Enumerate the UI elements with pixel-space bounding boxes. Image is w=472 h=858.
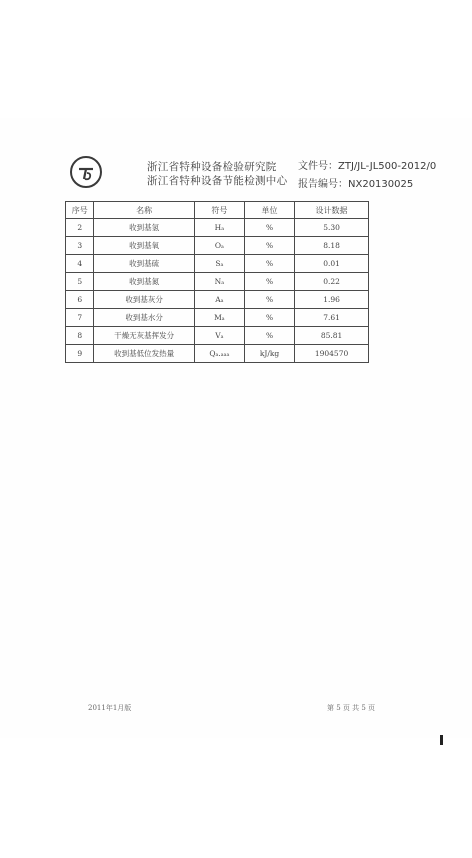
institute-name xyxy=(147,160,287,188)
table-row xyxy=(66,255,369,273)
cell-unit: % xyxy=(244,291,294,309)
cell-unit: % xyxy=(244,309,294,327)
header-unit: 单位 xyxy=(244,202,294,219)
cell-name: 干燥无灰基挥发分 xyxy=(94,327,194,345)
cell-unit: kJ/kg xyxy=(244,345,294,363)
cell-symbol: Sₐ xyxy=(194,255,244,273)
cell-value: 5.30 xyxy=(295,219,369,237)
table-row xyxy=(66,309,369,327)
file-number-row xyxy=(298,158,436,176)
cell-unit: % xyxy=(244,327,294,345)
cell-no: 5 xyxy=(66,273,94,291)
cell-value: 8.18 xyxy=(295,237,369,255)
cell-symbol: Mₐ xyxy=(194,309,244,327)
cell-symbol: Qₐ.ₐₐₐ xyxy=(194,345,244,363)
cell-no: 4 xyxy=(66,255,94,273)
cell-name: 收到基氮 xyxy=(94,273,194,291)
scan-edge-mark xyxy=(440,735,443,745)
cell-name: 收到基硫 xyxy=(94,255,194,273)
cell-no: 2 xyxy=(66,219,94,237)
institute-name-line2: 浙江省特种设备节能检测中心 xyxy=(147,175,288,187)
report-number-label: 报告编号： xyxy=(298,179,348,190)
file-number-label: 文件号： xyxy=(298,161,338,172)
header-no: 序号 xyxy=(66,202,94,219)
table-row xyxy=(66,273,369,291)
cell-value: 85.81 xyxy=(295,327,369,345)
cell-unit: % xyxy=(244,219,294,237)
cell-name: 收到基氢 xyxy=(94,219,194,237)
cell-value: 1.96 xyxy=(295,291,369,309)
report-number: NX20130025 xyxy=(348,179,414,190)
cell-symbol: Oₐ xyxy=(194,237,244,255)
cell-value: 7.61 xyxy=(295,309,369,327)
cell-unit: % xyxy=(244,255,294,273)
table-row xyxy=(66,291,369,309)
report-header xyxy=(62,150,442,195)
cell-no: 3 xyxy=(66,237,94,255)
report-number-row xyxy=(298,176,436,194)
cell-no: 9 xyxy=(66,345,94,363)
institute-logo-icon xyxy=(70,156,102,188)
table-row xyxy=(66,237,369,255)
cell-symbol: Vₐ xyxy=(194,327,244,345)
file-number: ZTJ/JL-JL500-2012/0 xyxy=(338,161,437,172)
footer-page-number: 第 5 页 共 5 页 xyxy=(327,704,376,712)
table-row xyxy=(66,345,369,363)
table-header-row xyxy=(66,202,369,219)
cell-name: 收到基低位发热量 xyxy=(94,345,194,363)
cell-value: 0.22 xyxy=(295,273,369,291)
header-value: 设计数据 xyxy=(295,202,369,219)
institute-name-line1: 浙江省特种设备检验研究院 xyxy=(147,161,277,173)
cell-no: 6 xyxy=(66,291,94,309)
fuel-analysis-table xyxy=(65,201,369,363)
cell-name: 收到基灰分 xyxy=(94,291,194,309)
cell-symbol: Nₐ xyxy=(194,273,244,291)
file-info xyxy=(298,158,436,194)
cell-unit: % xyxy=(244,237,294,255)
header-name: 名称 xyxy=(94,202,194,219)
cell-unit: % xyxy=(244,273,294,291)
cell-symbol: Hₐ xyxy=(194,219,244,237)
cell-value: 0.01 xyxy=(295,255,369,273)
cell-name: 收到基水分 xyxy=(94,309,194,327)
table-row xyxy=(66,327,369,345)
cell-no: 7 xyxy=(66,309,94,327)
footer-edition: 2011年1月版 xyxy=(88,704,132,712)
table-row xyxy=(66,219,369,237)
header-symbol: 符号 xyxy=(194,202,244,219)
cell-value: 1904570 xyxy=(295,345,369,363)
cell-name: 收到基氧 xyxy=(94,237,194,255)
cell-symbol: Aₐ xyxy=(194,291,244,309)
cell-no: 8 xyxy=(66,327,94,345)
